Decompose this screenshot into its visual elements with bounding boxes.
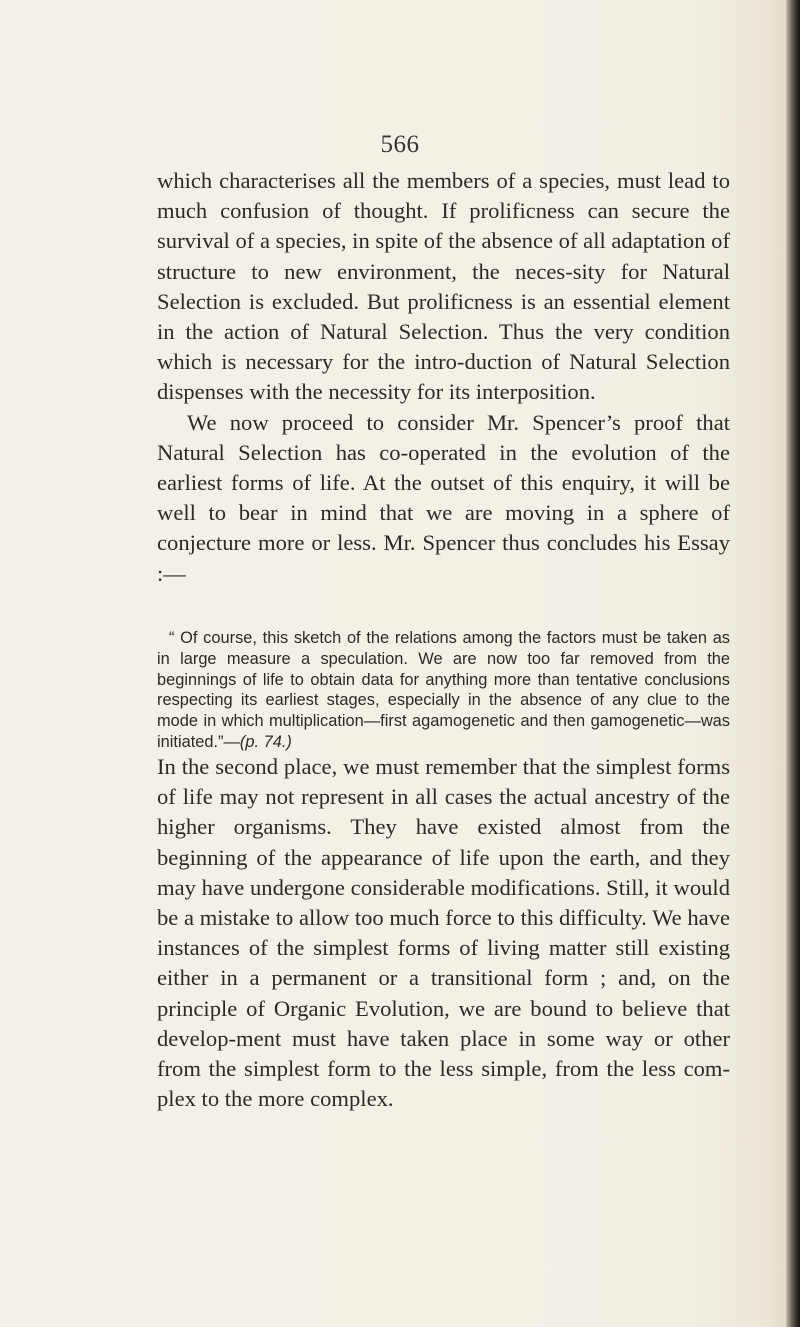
body-text-top	[157, 166, 730, 589]
paragraph-3: In the second place, we must remember that the simplest forms of life may not represent in all cases the actual ancestry of the higher organisms. They have existed almost from the beginning of the appearance of life upon the earth, and they may have undergone considerable modifications. Still, it would be a mistake to allow too much force to this difficulty. We have instances of the simplest forms of living matter still existing either in a permanent or a transitional form ; and, on the principle of Organic Evolution, we are bound to believe that develop-ment must have taken place in some way or other from the simplest form to the less simple, from the less com-plex to the more complex.	[157, 754, 730, 1112]
block-quote	[157, 628, 730, 753]
body-text-bottom	[157, 752, 730, 1114]
quote-paragraph	[157, 628, 730, 753]
paragraph-2: We now proceed to consider Mr. Spencer’s proof that Natural Selection has co-operated in the evolution of the earliest forms of life. At the outset of this enquiry, it will be well to bear in mind that we are moving in a sphere of conjecture more or less. Mr. Spencer thus concludes his Essay :—	[157, 409, 730, 586]
quote-text: “ Of course, this sketch of the relations among the factors must be taken as in large measure a speculation. We are now too far removed from the beginnings of life to obtain data for anything more than tentative conclusions respecting its earliest stages, especially in the absence of any clue to the mode in which multiplication—first agamogenetic and then gamogenetic—was initiated.”—	[157, 629, 730, 751]
paragraph-1: which characterises all the members of a species, must lead to much confusion of thought. If prolificness can secure the survival of a species, in spite of the absence of all adaptation of structure to new environment, the neces-sity for Natural Selection is excluded. But prolificness is an essential element in the action of Natural Selection. Thus the very condition which is necessary for the intro-duction of Natural Selection dispenses with the necessity for its interposition.	[157, 168, 730, 405]
page-binding-shadow	[786, 0, 800, 1327]
quote-citation: (p. 74.)	[239, 732, 292, 751]
page-number: 566	[380, 131, 420, 158]
